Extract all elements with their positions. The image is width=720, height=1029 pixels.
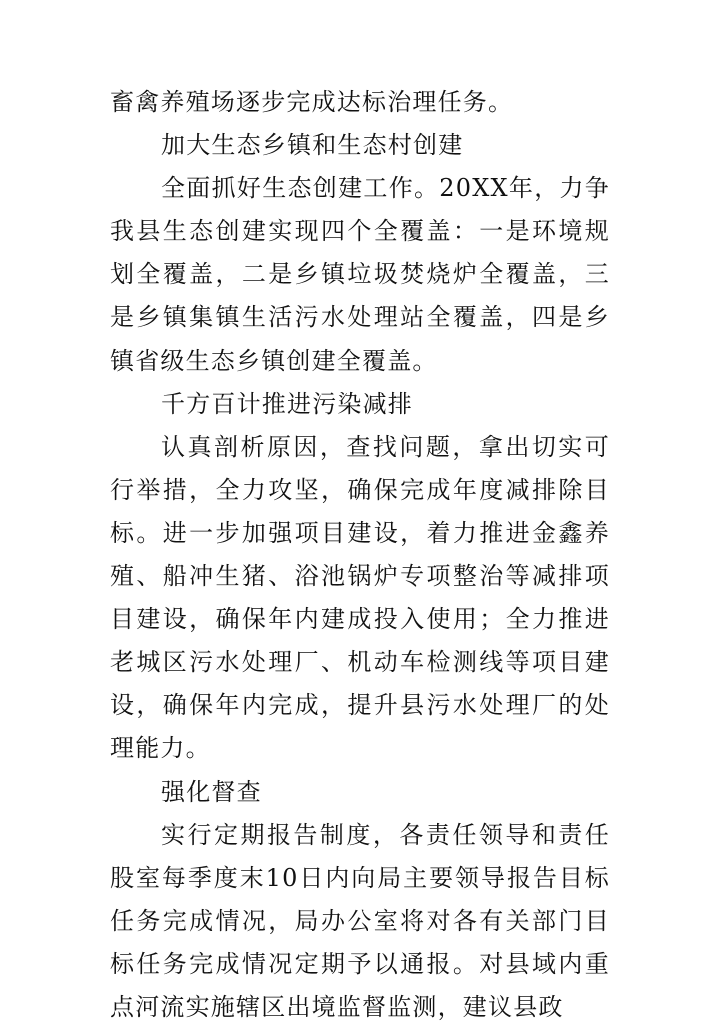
- paragraph-emission-reduction: 认真剖析原因，查找问题，拿出切实可行举措，全力攻坚，确保完成年度减排除目标。进一步加强项目建设，着力推进金鑫养殖、船冲生猪、浴池锅炉专项整治等减排项目建设，确保年内建成投入使用；全力推进老城区污水处理厂、机动车检测线等项目建设，确保年内完成，提升县污水处理厂的处理能力。: [110, 432, 610, 763]
- heading-emission-reduction: 千方百计推进污染减排: [161, 389, 413, 418]
- paragraph-livestock-task: 畜禽养殖场逐步完成达标治理任务。: [110, 88, 514, 116]
- heading-supervision: 强化督查: [161, 777, 262, 806]
- heading-eco-township: 加大生态乡镇和生态村创建: [161, 131, 464, 160]
- document-body: [110, 81, 610, 1029]
- paragraph-supervision: 实行定期报告制度，各责任领导和责任股室每季度末10日内向局主要领导报告目标任务完成情况，局办公室将对各有关部门目标任务完成情况定期予以通报。对县域内重点河流实施辖区出境监督监测，建议县政: [110, 820, 610, 1021]
- paragraph-eco-creation: 全面抓好生态创建工作。20XX年，力争我县生态创建实现四个全覆盖：一是环境规划全覆盖，二是乡镇垃圾焚烧炉全覆盖，三是乡镇集镇生活污水处理站全覆盖，四是乡镇省级生态乡镇创建全覆盖。: [110, 174, 610, 375]
